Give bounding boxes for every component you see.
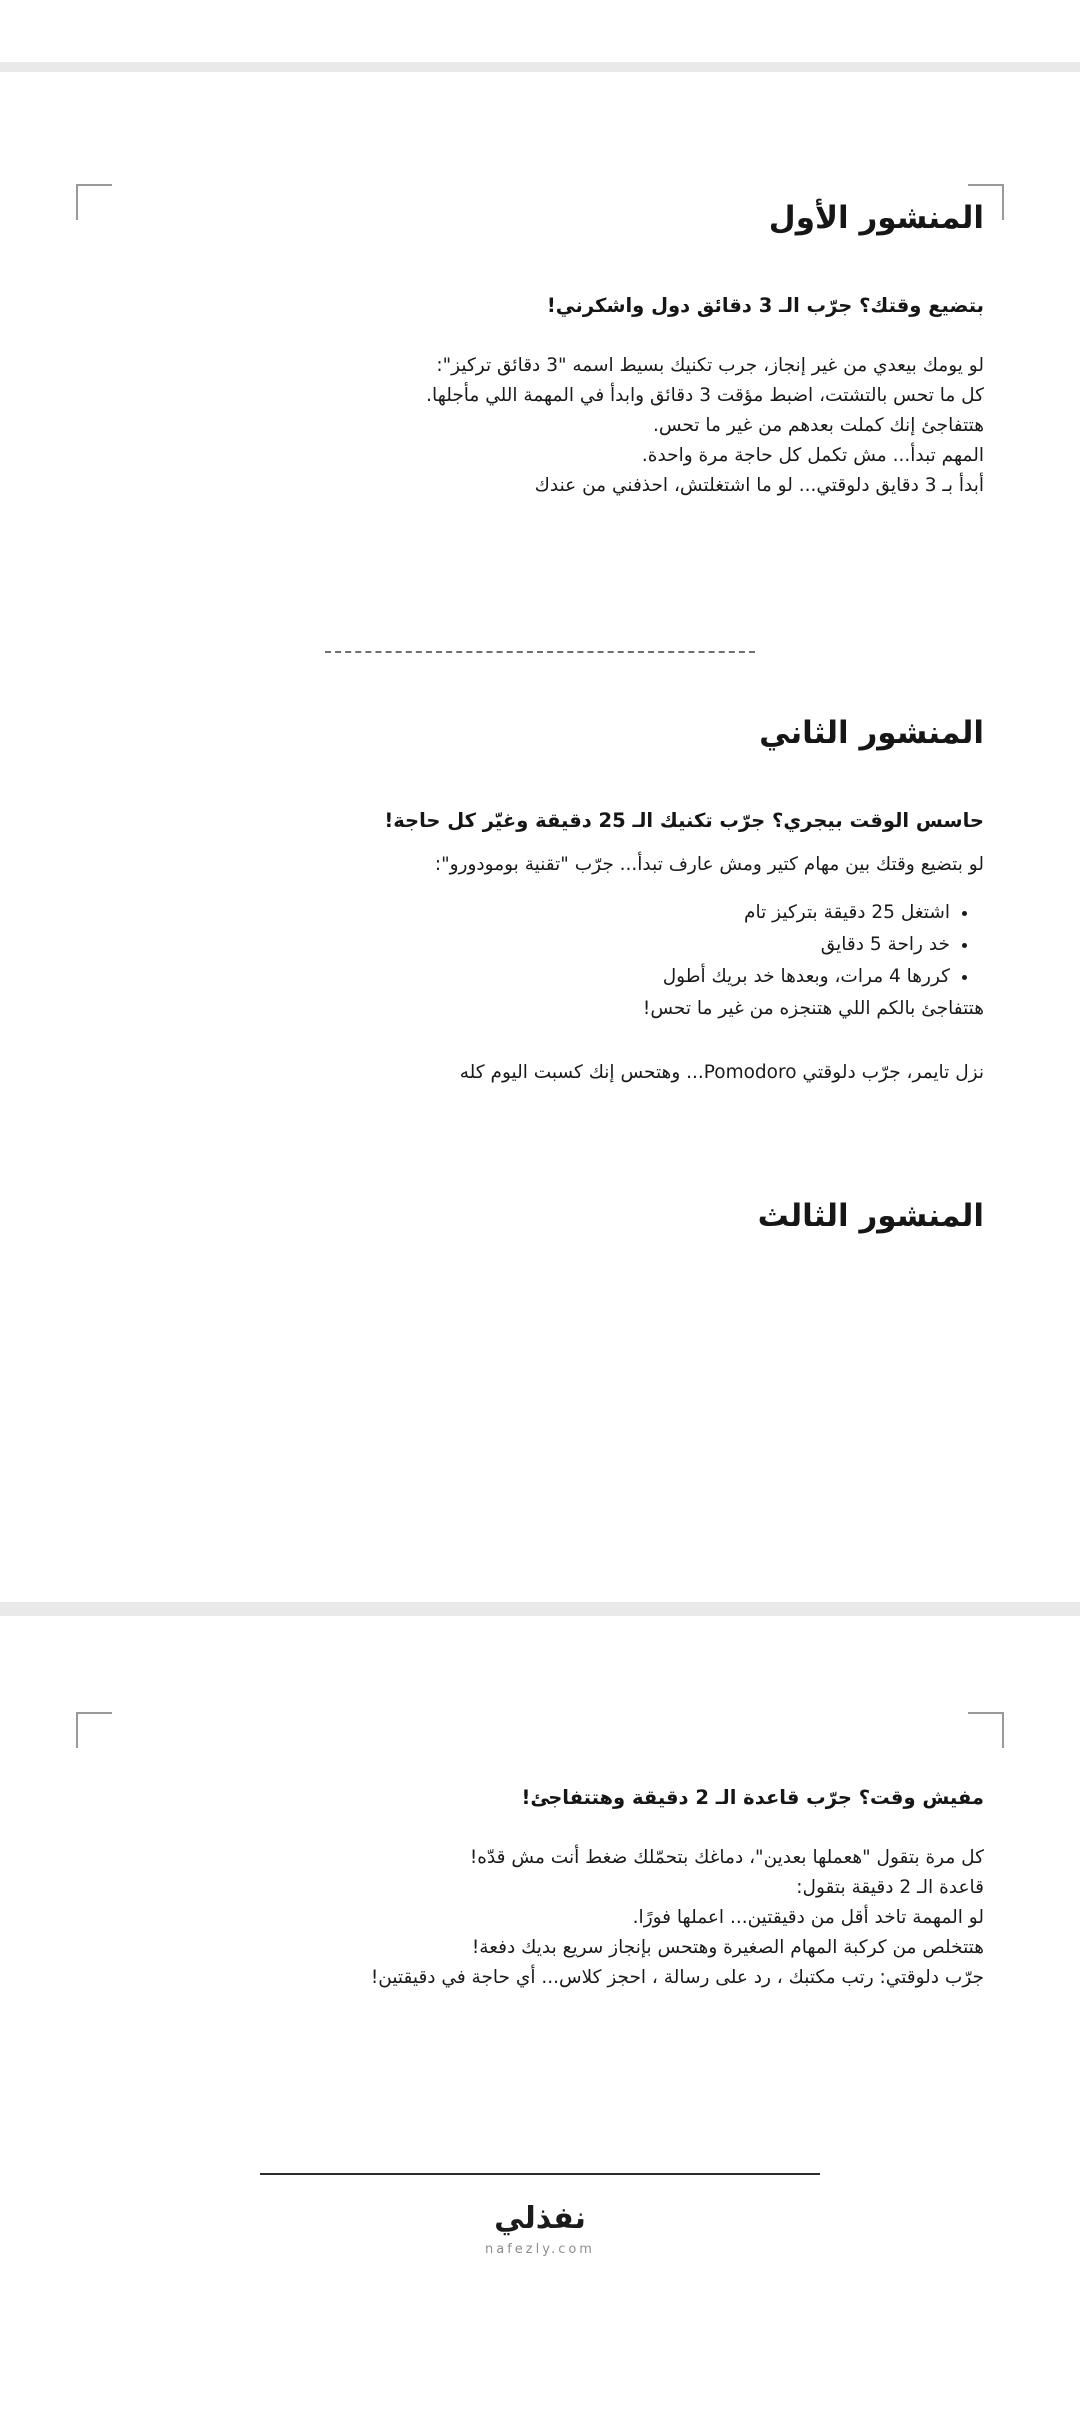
post-bullet-list-2 — [96, 898, 984, 992]
post-body-line: أبدأ بـ 3 دقايق دلوقتي... لو ما اشتغلتش، احذفني من عندك — [534, 474, 984, 496]
post-body-line: هتتخلص من كركبة المهام الصغيرة وهتحس بإنجاز سريع بديك دفعة! — [471, 1936, 984, 1958]
brand-block — [96, 2201, 984, 2257]
crop-mark-top-right-icon — [968, 1712, 1004, 1748]
post-closing-2: نزل تايمر، جرّب دلوقتي Pomodoro... وهتحس إنك كسبت اليوم كله — [459, 1061, 984, 1083]
page-break-top — [0, 62, 1080, 72]
page-break-middle — [0, 1602, 1080, 1616]
post-intro-2: لو بتضيع وقتك بين مهام كتير ومش عارف تبدأ... جرّب "تقنية بومودورو": — [434, 853, 984, 875]
post-body-line: لو يومك بيعدي من غير إنجاز، جرب تكنيك بسيط اسمه "3 دقائق تركيز": — [436, 355, 984, 376]
crop-mark-top-left-icon — [76, 1712, 112, 1748]
crop-mark-top-right-icon — [968, 184, 1004, 220]
post-hook-1: بتضيع وقتك؟ جرّب الـ 3 دقائق دول واشكرني! — [546, 294, 984, 317]
brand-url: nafezly.com — [485, 2241, 595, 2257]
brand-name: نفذلي — [494, 2200, 586, 2236]
post-hook-3: مفيش وقت؟ جرّب قاعدة الـ 2 دقيقة وهتتفاجئ! — [521, 1786, 984, 1809]
post-section-1 — [96, 200, 984, 501]
bottom-margin — [0, 2356, 1080, 2416]
post-title-3: المنشور الثالث — [757, 1197, 984, 1234]
post-section-2 — [96, 715, 984, 1088]
post-hook-2: حاسس الوقت بيجري؟ جرّب تكنيك الـ 25 دقيقة وغيّر كل حاجة! — [384, 808, 984, 832]
document-sheet-2 — [0, 1616, 1080, 2356]
footer-divider — [260, 2173, 820, 2175]
crop-mark-top-left-icon — [76, 184, 112, 220]
post-body-3 — [96, 1843, 984, 1993]
list-item: • اشتغل 25 دقيقة بتركيز تام — [96, 898, 950, 928]
post-title-1: المنشور الأول — [768, 200, 984, 236]
post-body-line: هتتفاجئ إنك كملت بعدهم من غير ما تحس. — [652, 414, 984, 436]
document-sheet-1 — [0, 72, 1080, 1602]
post-section-3-body — [96, 1786, 984, 1993]
list-item: • كررها 4 مرات، وبعدها خد بريك أطول — [96, 962, 950, 992]
post-body-line: كل ما تحس بالتشتت، اضبط مؤقت 3 دقائق وابدأ في المهمة اللي مأجلها. — [426, 384, 984, 406]
post-body-line: قاعدة الـ 2 دقيقة بتقول: — [796, 1876, 984, 1898]
post-body-line: لو المهمة تاخد أقل من دقيقتين... اعملها فورًا. — [632, 1906, 984, 1928]
post-body-line: جرّب دلوقتي: رتب مكتبك ، رد على رسالة ، احجز كلاس... أي حاجة في دقيقتين! — [370, 1966, 984, 1988]
post-body-line: كل مرة بتقول "هعملها بعدين"، دماغك بتحمّلك ضغط أنت مش قدّه! — [469, 1847, 984, 1868]
post-after-bullets-2: هتتفاجئ بالكم اللي هتنجزه من غير ما تحس! — [642, 997, 984, 1019]
post-body-1 — [96, 351, 984, 501]
post-section-3-title — [96, 1198, 984, 1234]
list-item: • خد راحة 5 دقايق — [96, 930, 950, 960]
post-body-line: المهم تبدأ... مش تكمل كل حاجة مرة واحدة. — [641, 444, 984, 466]
top-margin — [0, 0, 1080, 62]
post-title-2: المنشور الثاني — [759, 714, 984, 751]
